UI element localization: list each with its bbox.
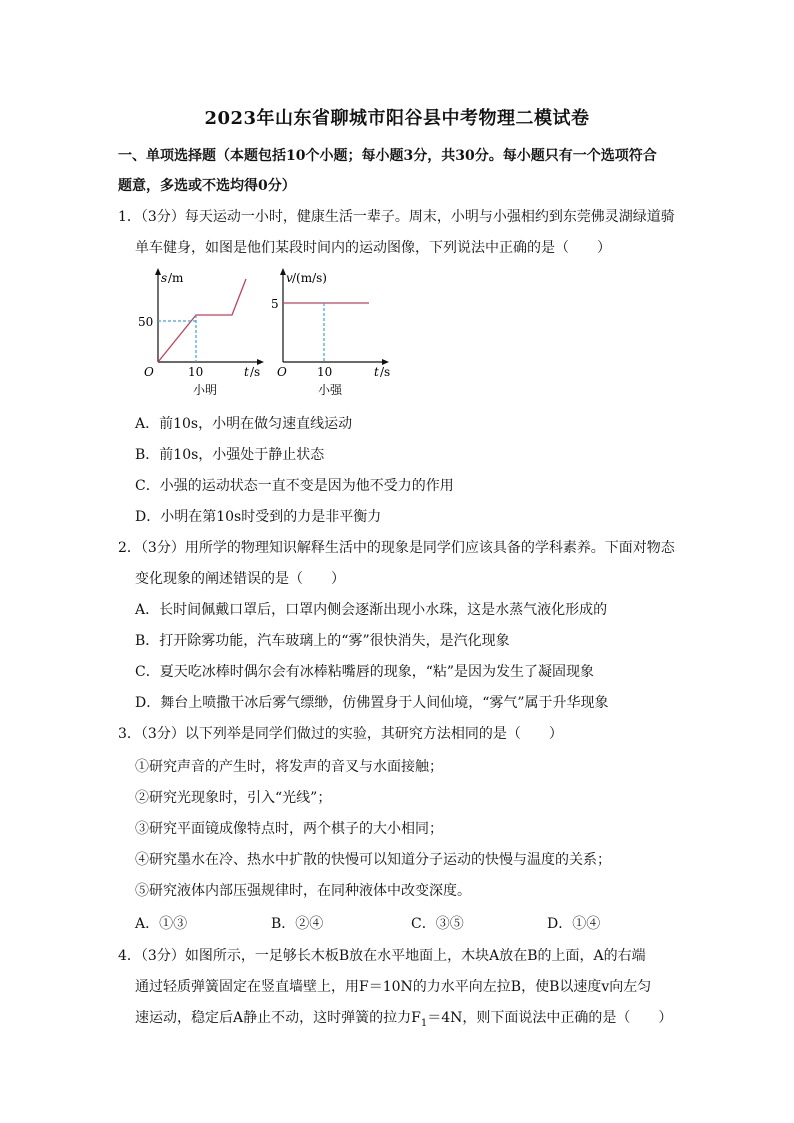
x-axis-unit: /s — [250, 365, 261, 379]
figure-caption: 小强 — [318, 383, 343, 397]
q1-option-a: A．前10s，小明在做匀速直线运动 — [135, 416, 353, 432]
q3-item-1: ①研究声音的产生时，将发声的音叉与水面接触； — [135, 759, 443, 775]
q2-stem-line2: 变化现象的阐述错误的是（ ） — [135, 571, 345, 587]
q1-option-b: B．前10s，小强处于静止状态 — [135, 447, 325, 463]
q3-item-2: ②研究光现象时，引入“光线”； — [135, 790, 332, 806]
y-axis-unit: /m — [168, 271, 184, 285]
q4-stem-line2: 通过轻质弹簧固定在竖直墙壁上，用F＝10N的力水平向左拉B，使B以速度v向左匀 — [135, 979, 652, 995]
q1-stem-line1: 1．（3分）每天运动一小时，健康生活一辈子。周末，小明与小强相约到东莞佛灵湖绿道骑 — [118, 209, 675, 225]
q3-option-b: B．②④ — [271, 916, 324, 932]
q2-option-b: B．打开除雾功能，汽车玻璃上的“雾”很快消失，是汽化现象 — [135, 633, 510, 649]
origin-label: O — [144, 365, 154, 379]
q3-stem-line1: 3．（3分）以下列举是同学们做过的实验，其研究方法相同的是（ ） — [118, 726, 563, 742]
q1-figure-xiaoqiang-vt-graph — [268, 266, 398, 401]
y-axis-unit: /(m/s) — [292, 271, 327, 285]
y-axis-label: v — [286, 271, 293, 285]
x-tick-label: 10 — [317, 365, 333, 379]
q3-item-4: ④研究墨水在冷、热水中扩散的快慢可以知道分子运动的快慢与温度的关系； — [135, 852, 611, 868]
q2-stem-line1: 2．（3分）用所学的物理知识解释生活中的现象是同学们应该具备的学科素养。下面对物态 — [118, 540, 675, 556]
q4-stem-line3 — [135, 1008, 672, 1034]
q1-stem-line2: 单车健身，如图是他们某段时间内的运动图像，下列说法中正确的是（ ） — [135, 240, 611, 256]
q4-line3-pre: 速运动，稳定后A静止不动，这时弹簧的拉力F — [135, 1010, 421, 1026]
q3-option-a: A．①③ — [135, 916, 188, 932]
origin-label: O — [277, 365, 287, 379]
q1-option-c: C．小强的运动状态一直不变是因为他不受力的作用 — [135, 478, 454, 494]
q3-option-c: C．③⑤ — [411, 916, 464, 932]
page-title: 2023年山东省聊城市阳谷县中考物理二模试卷 — [204, 108, 590, 129]
x-tick-label: 10 — [188, 365, 204, 379]
q3-item-3: ③研究平面镜成像特点时，两个棋子的大小相同； — [135, 821, 443, 837]
q3-item-5: ⑤研究液体内部压强规律时，在同种液体中改变深度。 — [135, 883, 471, 899]
x-axis-label: t — [244, 365, 249, 379]
y-axis-label: s — [161, 271, 168, 285]
section-heading-line1: 一、单项选择题（本题包括10个小题；每小题3分，共30分。每小题只有一个选项符合 — [118, 148, 657, 164]
q2-option-c: C．夏天吃冰棒时偶尔会有冰棒粘嘴唇的现象，“粘”是因为发生了凝固现象 — [135, 664, 595, 680]
q3-option-d: D．①④ — [547, 916, 601, 932]
q4-f1-subscript: 1 — [420, 1017, 428, 1029]
y-tick-label: 50 — [138, 315, 154, 329]
position-time-line — [158, 279, 246, 362]
q2-option-d: D．舞台上喷撒干冰后雾气缥缈，仿佛置身于人间仙境，“雾气”属于升华现象 — [135, 695, 609, 711]
q4-line3-post: ＝4N，则下面说法中正确的是（ ） — [427, 1010, 673, 1026]
q1-option-d: D．小明在第10s时受到的力是非平衡力 — [135, 509, 382, 525]
q2-option-a: A．长时间佩戴口罩后，口罩内侧会逐渐出现小水珠，这是水蒸气液化形成的 — [135, 602, 608, 618]
y-tick-label: 5 — [271, 297, 279, 311]
x-axis-label: t — [374, 365, 379, 379]
section-heading-line2: 题意，多选或不选均得0分） — [118, 178, 296, 194]
q4-stem-line1: 4．（3分）如图所示，一足够长木板B放在水平地面上，木块A放在B的上面，A的右端 — [118, 948, 646, 964]
q1-figure-xiaoming-st-graph — [138, 266, 268, 401]
x-axis-unit: /s — [380, 365, 391, 379]
figure-caption: 小明 — [193, 383, 218, 397]
